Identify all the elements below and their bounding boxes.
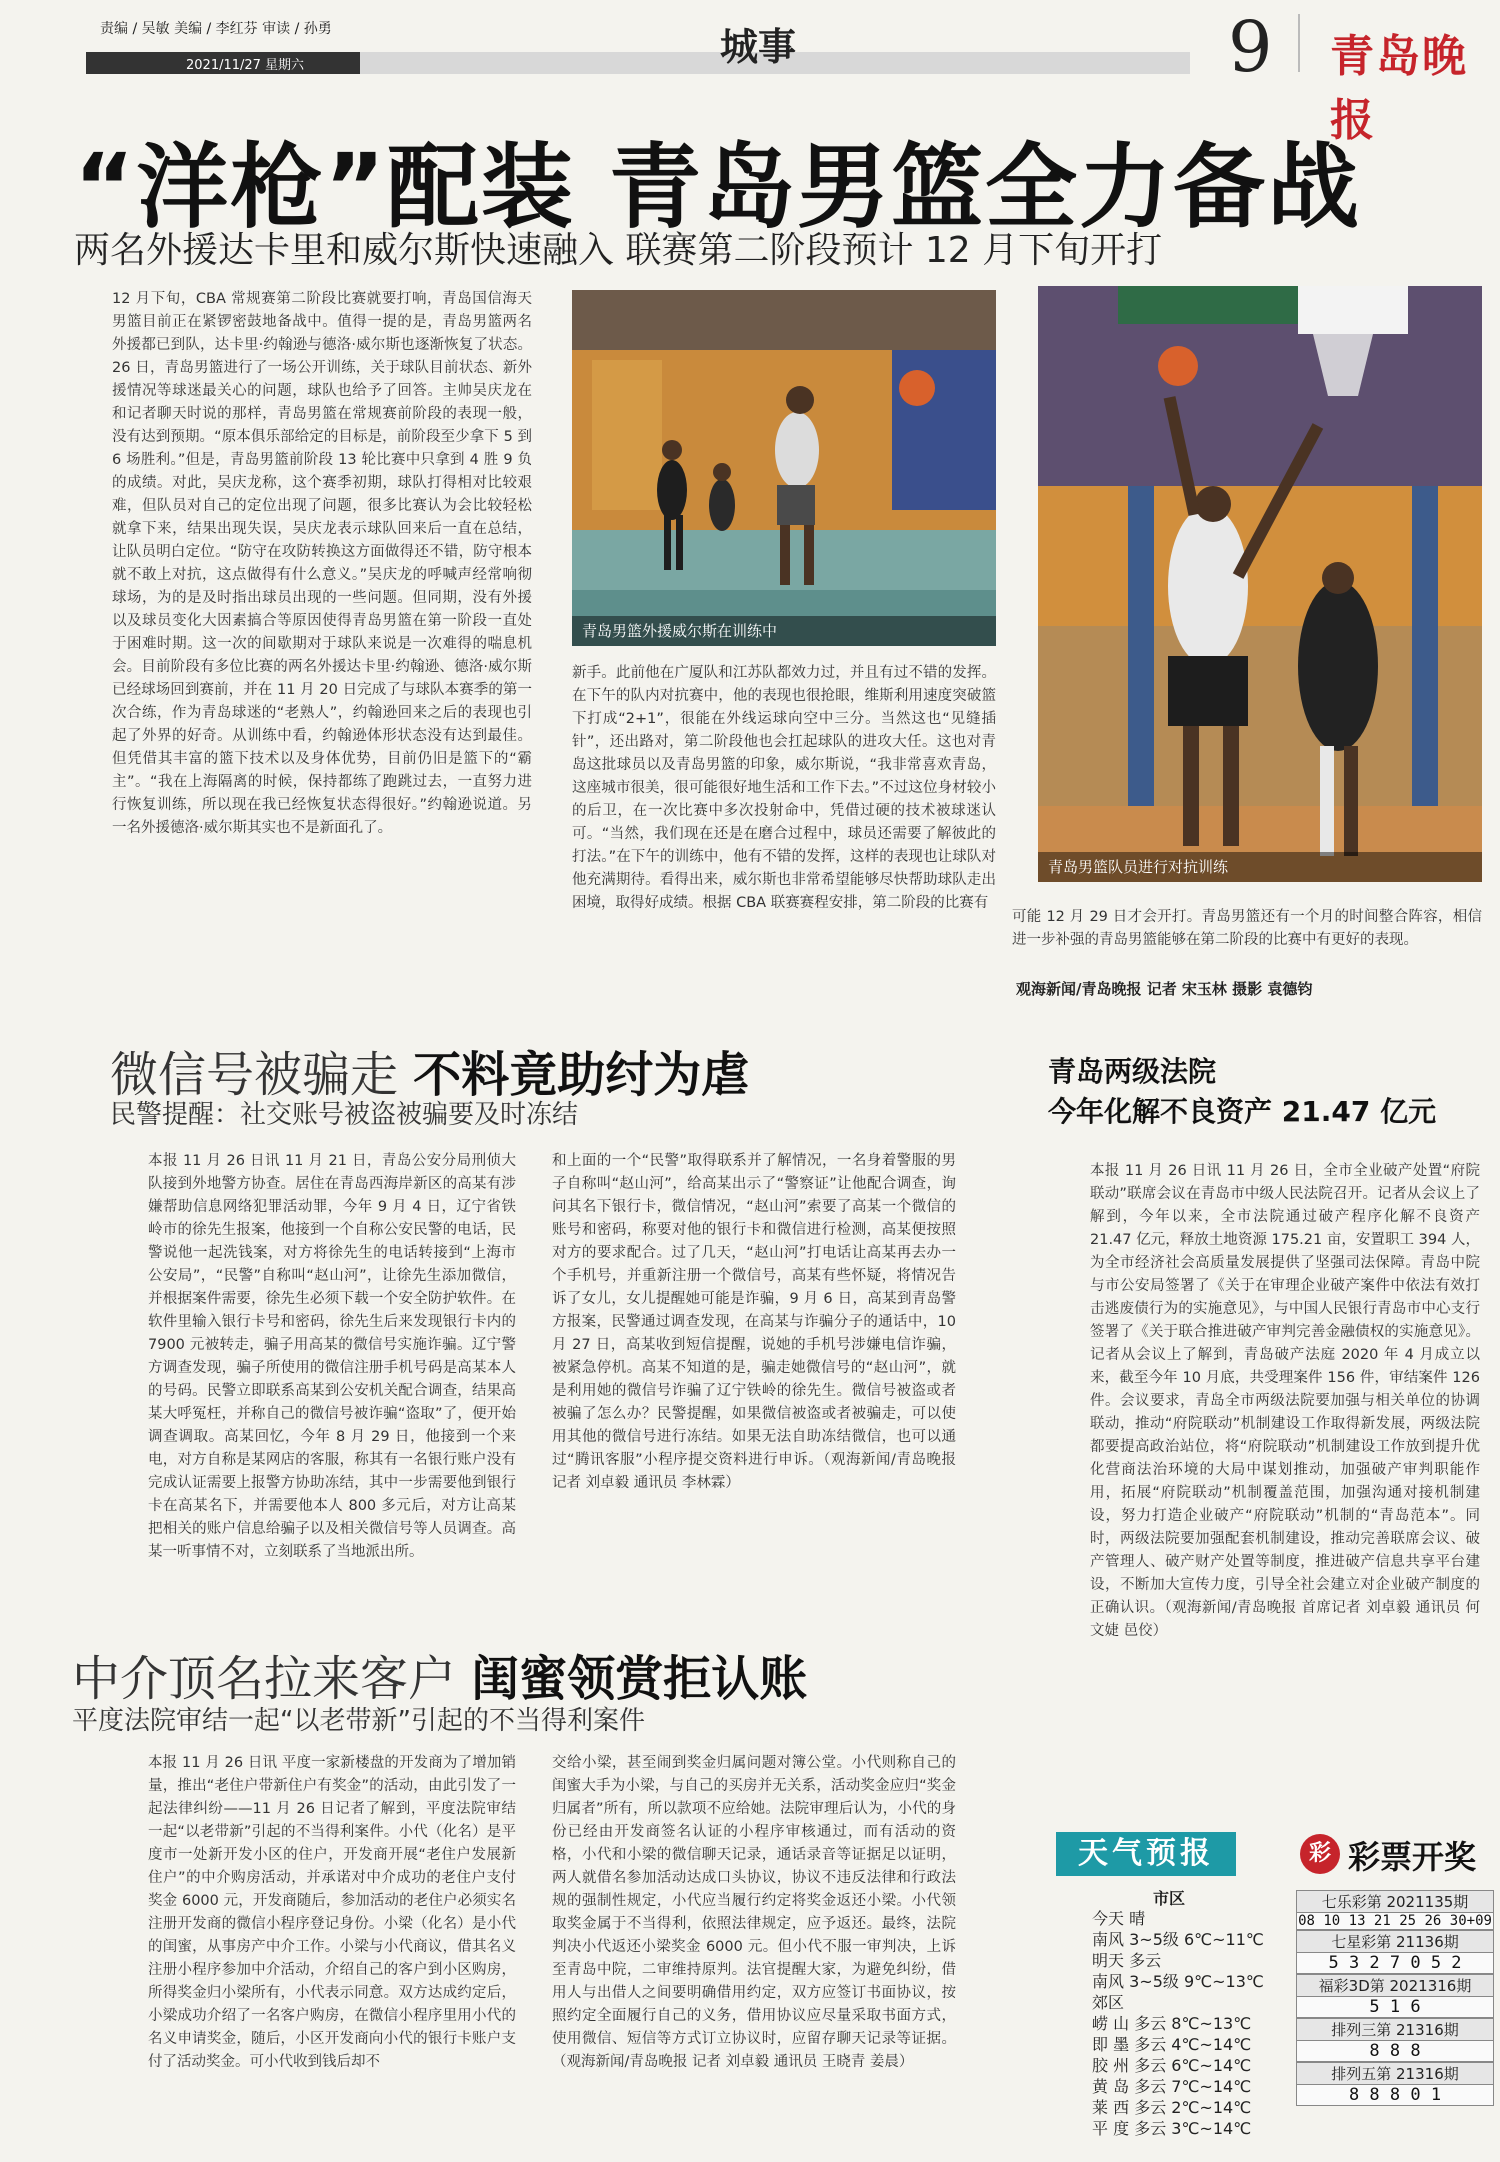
weather-row bbox=[1092, 2118, 1302, 2139]
weather-row-text: 多云 4℃~14℃ bbox=[1134, 2035, 1252, 2054]
side-story-headline-line1: 青岛两级法院 bbox=[1048, 1055, 1217, 1088]
weather-row-text: 多云 3℃~14℃ bbox=[1134, 2119, 1252, 2138]
lead-headline: “洋枪”配装 青岛男篮全力备战 bbox=[74, 134, 1361, 241]
story3-headline-bold: 闺蜜领赏拒认账 bbox=[471, 1651, 808, 1707]
weather-row-text: 多云 8℃~13℃ bbox=[1134, 2014, 1252, 2033]
lottery-name: 排列三第 21316期 bbox=[1296, 2018, 1494, 2041]
weather-row bbox=[1092, 1929, 1302, 1950]
weather-row-label: 南风 bbox=[1092, 1972, 1125, 1991]
side-story-body: 本报 11 月 26 日讯 11 月 26 日，全市全业破产处置“府院联动”联席会议在青岛市中级人民法院召开。记者从会议上了解到，今年以来，全市法院通过破产程序化解不良资产 21.47 亿元，释放土地资源 175.21 亩，安置职工 394 人，为全市经济社会高质量发展提供了坚强司法保障。青岛中院与市公安局签署了《关于在审理企业破产案件中依法有效打击逃废债行为的实施意见》，与中国人民银行青岛市中心支行签署了《关于联合推进破产审判完善金融债权的实施意见》。记者从会议上了解到，青岛破产法庭 2020 年 4 月成立以来，截至今年 10 月底，共受理案件 156 件，审结案件 126 件。会议要求，青岛全市两级法院要加强与相关单位的协调联动，推动“府院联动”机制建设工作取得新发展，两级法院都要提高政治站位，将“府院联动”机制建设工作放到提升优化营商法治环境的大局中谋划推动，加强破产审判职能作用，拓展“府院联动”机制覆盖范围，加强沟通对接机制建设，努力打造企业破产“府院联动”机制的“青岛范本”。同时，两级法院要加强配套机制建设，推动完善联席会议、破产管理人、破产财产处置等制度，推进破产信息共享平台建设，不断加大宣传力度，引导全社会建立对企业破产制度的正确认识。（观海新闻/青岛晚报 首席记者 刘卓毅 通讯员 何文婕 邑佼） bbox=[1090, 1163, 1480, 1639]
story3-subheadline: 平度法院审结一起“以老带新”引起的不当得利案件 bbox=[72, 1706, 645, 1736]
weather-list bbox=[1092, 1908, 1302, 2139]
photo-caption: 青岛男篮队员进行对抗训练 bbox=[1038, 852, 1482, 882]
weather-row-text: 郊区 bbox=[1092, 1993, 1125, 2012]
story2-headline-light: 微信号被骗走 bbox=[110, 1047, 414, 1103]
weather-row-text: 多云 6℃~14℃ bbox=[1134, 2056, 1252, 2075]
weather-row-text: 多云 2℃~14℃ bbox=[1134, 2098, 1252, 2117]
lottery-results bbox=[1296, 1890, 1494, 2106]
weather-row-label: 莱 西 bbox=[1092, 2098, 1130, 2117]
lead-subheadline: 两名外援达卡里和威尔斯快速融入 联赛第二阶段预计 12 月下旬开打 bbox=[74, 230, 1163, 271]
photo-rebound-image bbox=[1038, 286, 1482, 882]
story3-headline bbox=[72, 1640, 807, 1709]
weather-row-text: 3~5级 9℃~13℃ bbox=[1129, 1972, 1264, 1991]
weather-row bbox=[1092, 1971, 1302, 1992]
lottery-name: 排列五第 21316期 bbox=[1296, 2062, 1494, 2085]
photo-player-shooting bbox=[572, 290, 996, 646]
weather-row bbox=[1092, 2097, 1302, 2118]
weather-forecast-title: 天气预报 bbox=[1056, 1832, 1236, 1876]
newspaper-logo: 青岛晚报 bbox=[1330, 31, 1468, 146]
weather-row bbox=[1092, 1950, 1302, 1971]
story2-column-1: 本报 11 月 26 日讯 11 月 21 日，青岛公安分局刑侦大队接到外地警方协查。居住在青岛西海岸新区的高某有涉嫌帮助信息网络犯罪活动罪，今年 9 月 4 日，辽宁省铁岭市的徐先生报案，他接到一个自称公安民警的电话，民警说他一起洗钱案，对方将徐先生的电话转接到“上海市公安局”，“民警”自称叫“赵山河”，让徐先生添加微信，并根据案件需要，徐先生必须下载一个安全防护软件。在软件里输入银行卡号和密码，徐先生后来发现银行卡内的 7900 元被转走，骗子用高某的微信号实施诈骗。辽宁警方调查发现，骗子所使用的微信注册手机号码是高某本人的号码。民警立即联系高某到公安机关配合调查，结果高某大呼冤枉，并称自己的微信号被诈骗“盗取”了，便开始调查调取。高某回忆，今年 8 月 29 日，他接到一个来电，对方自称是某网店的客服，称其有一名银行账户没有完成认证需要上报警方协助冻结，其中一步需要他到银行卡在高某名下，并需要他本人 800 多元后，对方让高某把相关的账户信息给骗子以及相关微信号等人员调查。高某一听事情不对，立刻联系了当地派出所。 bbox=[148, 1153, 516, 1560]
lead-column-3: 可能 12 月 29 日才会开打。青岛男篮还有一个月的时间整合阵容，相信进一步补强的青岛男篮能够在第二阶段的比赛中有更好的表现。 bbox=[1012, 909, 1482, 948]
photo-rebound bbox=[1038, 286, 1482, 882]
weather-row bbox=[1092, 2034, 1302, 2055]
weather-row-label: 即 墨 bbox=[1092, 2035, 1130, 2054]
weather-row bbox=[1092, 2055, 1302, 2076]
weather-row-text: 今天 晴 bbox=[1092, 1909, 1146, 1928]
lead-column-2: 新手。此前他在广厦队和江苏队都效力过，并且有过不错的发挥。在下午的队内对抗赛中，他的表现也很抢眼，维斯利用速度突破篮下打成“2+1”，很能在外线运球向空中三分。当然这也“见缝插针”，还出路对，第二阶段他也会扛起球队的进攻大任。这也对青岛这批球员以及青岛男篮的印象，威尔斯说，“我非常喜欢青岛，这座城市很美，很可能很好地生活和工作下去。”不过这位身材较小的后卫，在一次比赛中多次投射命中，凭借过硬的技术被球迷认可。“当然，我们现在还是在磨合过程中，球员还需要了解彼此的打法。”在下午的训练中，他有不错的发挥，这样的表现也让球队对他充满期待。看得出来，威尔斯也非常希望能够尽快帮助球队走出困境，取得好成绩。根据 CBA 联赛赛程安排，第二阶段的比赛有 bbox=[572, 665, 996, 911]
story2-subheadline: 民警提醒：社交账号被盗被骗要及时冻结 bbox=[110, 1100, 579, 1130]
story2-column-2: 和上面的一个“民警”取得联系并了解情况，一名身着警服的男子自称叫“赵山河”，给高某出示了“警察证”让他配合调查，询问其名下银行卡，微信情况，“赵山河”索要了高某一个微信的账号和密码，称要对他的银行卡和微信进行检测，高某便按照对方的要求配合。过了几天，“赵山河”打电话让高某再去办一个手机号，并重新注册一个微信号，高某有些怀疑，将情况告诉了女儿，女儿提醒她可能是诈骗，9 月 6 日，高某到青岛警方报案，民警通过调查发现，在高某与诈骗分子的通话中，10 月 27 日，高某收到短信提醒，说她的手机号涉嫌电信诈骗，被紧急停机。高某不知道的是，骗走她微信号的“赵山河”，就是利用她的微信号诈骗了辽宁铁岭的徐先生。微信号被盗或者被骗了怎么办？民警提醒，如果微信被盗或者被骗走，可以使用其他的微信号进行冻结。如果无法自助冻结微信，也可以通过“腾讯客服”小程序提交资料进行申诉。（观海新闻/青岛晚报 记者 刘卓毅 通讯员 李林霖） bbox=[552, 1153, 956, 1491]
photo-player-shooting-image bbox=[572, 290, 996, 646]
lottery-numbers: 8 8 8 0 1 bbox=[1296, 2085, 1494, 2106]
story3-column-2: 交给小梁，甚至闹到奖金归属问题对簿公堂。小代则称自己的闺蜜大手为小梁，与自己的买房并无关系，活动奖金应归“奖金归属者”所有，所以款项不应给她。法院审理后认为，小代的身份已经由开发商签名认证的小程序审核通过，而有活动的资格，小代和小梁的微信聊天记录，通话录音等证据足以证明，两人就借名参加活动达成口头协议，协议不违反法律和行政法规的强制性规定，小代应当履行约定将奖金返还小梁。小代领取奖金属于不当得利，依照法律规定，应予返还。最终，法院判决小代返还小梁奖金 6000 元。但小代不服一审判决，上诉至青岛中院，二审维持原判。法官提醒大家，为避免纠纷，借用人与出借人之间要明确借用约定，双方应签订书面协议，按照约定全面履行自己的义务，借用协议应尽量采取书面方式，使用微信、短信等方式订立协议时，应留存聊天记录等证据。（观海新闻/青岛晚报 记者 刘卓毅 通讯员 王晓青 姜晨） bbox=[552, 1755, 956, 2070]
weather-row-label: 胶 州 bbox=[1092, 2056, 1130, 2075]
weather-row-label: 崂 山 bbox=[1092, 2014, 1130, 2033]
story3-column-1: 本报 11 月 26 日讯 平度一家新楼盘的开发商为了增加销量，推出“老住户带新住户有奖金”的活动，由此引发了一起法律纠纷——11 月 26 日记者了解到，平度法院审结一起“以老带新”引起的不当得利案件。小代（化名）是平度市一处新开发小区的住户，开发商开展“老住户发展新住户”的中介购房活动，并承诺对中介成功的老住户支付奖金 6000 元，开发商随后，参加活动的老住户必须实名注册开发商的微信小程序登记身份。小梁（化名）是小代的闺蜜，从事房产中介工作。小梁与小代商议，借其名义注册小程序参加中介活动，介绍自己的客户到小区购房，所得奖金归小梁所有，小代表示同意。双方达成约定后，小梁成功介绍了一名客户购房，在微信小程序里用小代的名义申请奖金，随后，小区开发商向小代的银行卡账户支付了活动奖金。可小代收到钱后却不 bbox=[148, 1755, 516, 2070]
lead-byline: 观海新闻/青岛晚报 记者 宋玉林 摄影 袁德钧 bbox=[1016, 980, 1313, 998]
lottery-name: 七乐彩第 2021135期 bbox=[1296, 1890, 1494, 1913]
photo-caption: 青岛男篮外援威尔斯在训练中 bbox=[572, 616, 996, 646]
story3-headline-light: 中介顶名拉来客户 bbox=[72, 1651, 472, 1707]
lottery-logo-icon: 彩 bbox=[1300, 1834, 1340, 1874]
issue-date: 2021/11/27 星期六 bbox=[186, 58, 305, 73]
weather-row-text: 明天 多云 bbox=[1092, 1951, 1162, 1970]
lead-column-1: 12 月下旬，CBA 常规赛第二阶段比赛就要打响，青岛国信海天男篮目前正在紧锣密鼓地备战中。值得一提的是，青岛男篮两名外援都已到队，达卡里·约翰逊与德洛·威尔斯也逐渐恢复了状态。26 日，青岛男篮进行了一场公开训练，关于球队目前状态、新外援情况等球迷最关心的问题，球队也给予了回答。主帅吴庆龙在和记者聊天时说的那样，青岛男篮在常规赛前阶段的表现一般，没有达到预期。“原本俱乐部给定的目标是，前阶段至少拿下 5 到 6 场胜利。”但是，青岛男篮前阶段 13 轮比赛中只拿到 4 胜 9 负的成绩。对此，吴庆龙称，这个赛季初期，球队打得相对比较艰难，但队员对自己的定位出现了问题，很多比赛认为会比较轻松就拿下来，结果出现失误，吴庆龙表示球队回来后一直在总结，让队员明白定位。“防守在攻防转换这方面做得还不错，防守根本就不敢上对抗，这点做得有什么意义。”吴庆龙的呼喊声经常响彻球场，为的是及时指出球员出现的一些问题。但同期，没有外援以及球员变化大因素搞合等原因使得青岛男篮在第一阶段一直处于困难时期。这一次的间歇期对于球队来说是一次难得的喘息机会。目前阶段有多位比赛的两名外援达卡里·约翰逊、德洛·威尔斯已经球场回到赛前，并在 11 月 20 日完成了与球队本赛季的第一次合练，作为青岛球迷的“老熟人”，约翰逊回来之后的表现也引起了外界的好奇。从训练中看，约翰逊体形状态没有达到最佳。但凭借其丰富的篮下技术以及身体优势，目前仍旧是篮下的“霸主”。“我在上海隔离的时候，保持都练了跑跳过去，一直努力进行恢复训练，所以现在我已经恢复状态得很好。”约翰逊说道。另一名外援德洛·威尔斯其实也不是新面孔了。 bbox=[112, 291, 532, 836]
weather-row bbox=[1092, 1908, 1302, 1929]
weather-row bbox=[1092, 1992, 1302, 2013]
lottery-name: 福彩3D第 2021316期 bbox=[1296, 1974, 1494, 1997]
weather-row-text: 多云 7℃~14℃ bbox=[1134, 2077, 1252, 2096]
lottery-numbers: 8 8 8 bbox=[1296, 2041, 1494, 2062]
weather-row-label: 平 度 bbox=[1092, 2119, 1130, 2138]
weather-row bbox=[1092, 2076, 1302, 2097]
weather-row bbox=[1092, 2013, 1302, 2034]
lottery-numbers: 08 10 13 21 25 26 30+09 bbox=[1296, 1913, 1494, 1930]
weather-region: 市区 bbox=[1152, 1889, 1185, 1908]
weather-row-label: 黄 岛 bbox=[1092, 2077, 1130, 2096]
editor-credits: 责编 / 吴敏 美编 / 李红芬 审读 / 孙勇 bbox=[100, 21, 332, 37]
lottery-numbers: 5 1 6 bbox=[1296, 1997, 1494, 2018]
masthead-divider bbox=[1298, 14, 1300, 72]
lottery-name: 七星彩第 21136期 bbox=[1296, 1930, 1494, 1953]
weather-row-text: 3~5级 6℃~11℃ bbox=[1129, 1930, 1264, 1949]
side-story-headline bbox=[1048, 1052, 1436, 1132]
lottery-numbers: 5 3 2 7 0 5 2 bbox=[1296, 1953, 1494, 1974]
story2-headline-bold: 不料竟助纣为虐 bbox=[413, 1047, 750, 1103]
page-number: 9 bbox=[1228, 6, 1273, 88]
side-story-headline-line2: 今年化解不良资产 21.47 亿元 bbox=[1048, 1095, 1437, 1128]
section-title: 城事 bbox=[720, 25, 797, 69]
lottery-title: 彩票开奖 bbox=[1348, 1838, 1477, 1876]
weather-row-label: 南风 bbox=[1092, 1930, 1125, 1949]
